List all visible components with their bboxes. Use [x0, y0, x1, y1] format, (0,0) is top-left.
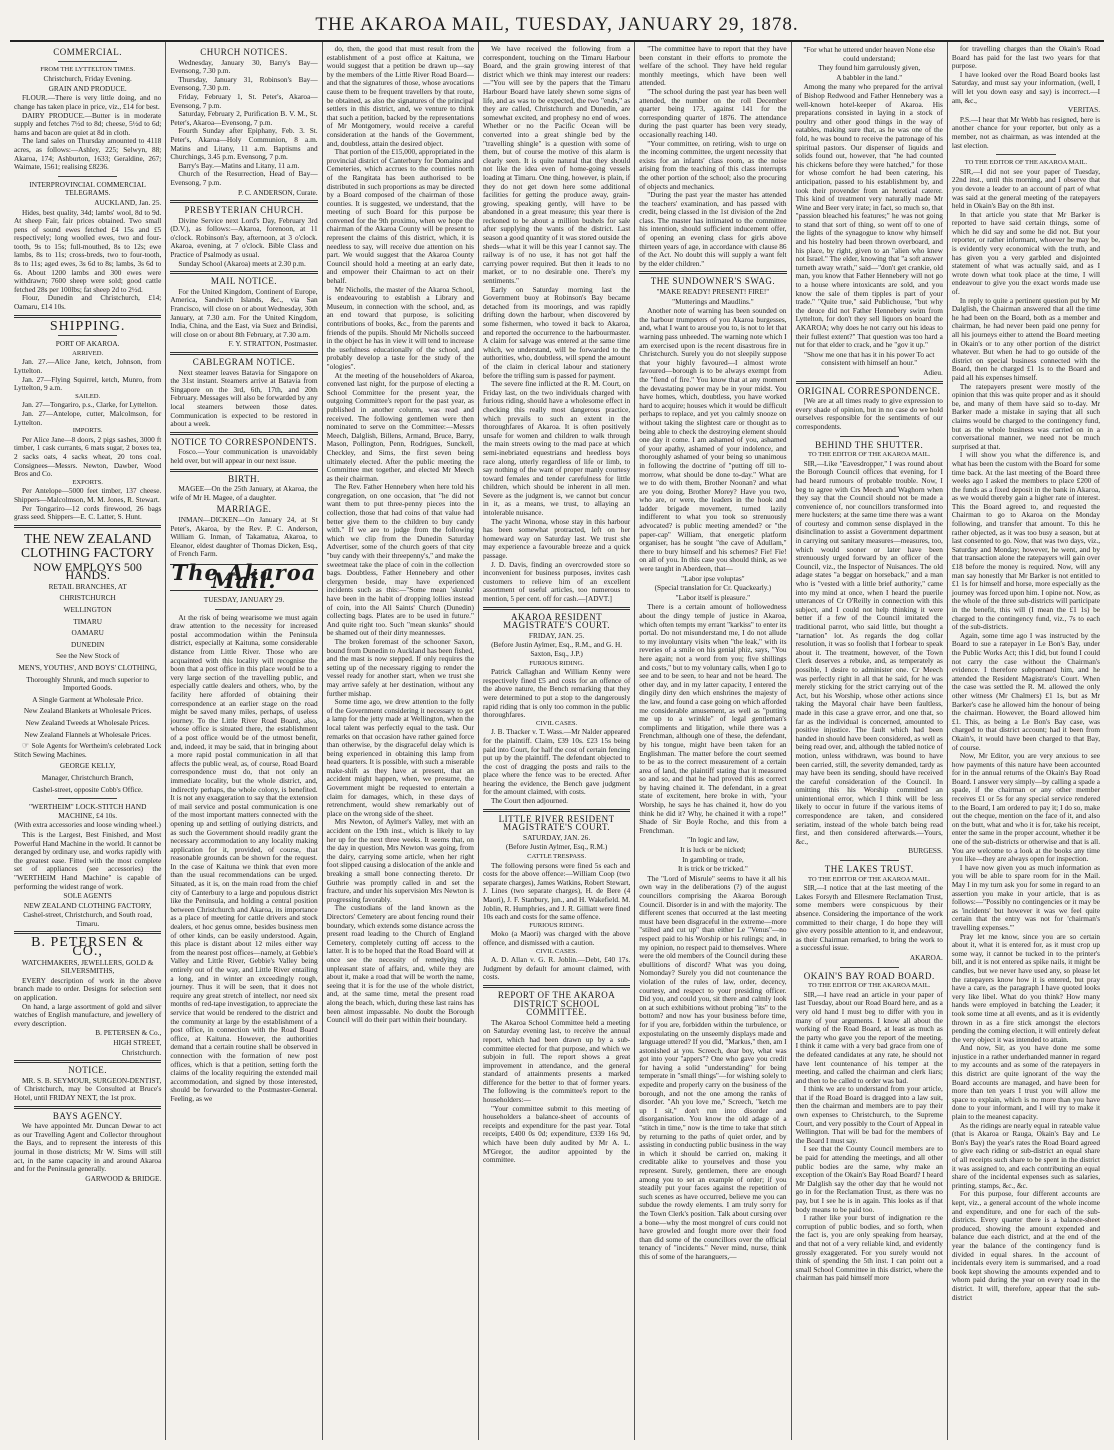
article-paragraph: J. B. Thacker v. T. Wass.—Mr Nalder appeared for the plaintiff. Claim, £39 10s. £23 15s being paid into Court, for half the cost of certain fencing put up by the plaintiff. The defendant objected to the cost of dragging the posts and rails to the place where the fence was to be erected. After hearing the evidence, the Bench gave judgment for the amount claimed, with costs. — [482, 727, 631, 797]
article-paragraph: "During the past year the master has attended the teachers' examination, and has passed with credit, being classed in the 1st division of the 2nd class. The master has intimated to the committee his intention, should sufficient inducement offer, of opening an evening class for girls above thirteen years of age, in accordance with clause 86 of the Act. No doubt this will supply a want felt by the elder children." — [639, 190, 787, 268]
article-paragraph: At the meeting of the householders of Akaroa, convened last night, for the purpose of electing a School Committee for the present year, the outgoing Committee's report for the past year, as published in another column, was read and received. The following gentlemen were then nominated to serve on the Committee:—Messrs Meech, Dalglish, Billens, Armand, Bruce, Barry, Mason, Pollington, Penn, Rodrigues, Sunckell, Checkley, and Sims, the first seven being ultimately elected. After the public meeting the Committee met together, and elected Mr Meech as their chairman. — [326, 370, 474, 483]
article-paragraph: Barry's Bay.—Matins and Litany, 11 a.m. — [178, 160, 300, 170]
nz-flannels: New Zealand Flannels at Wholesale Prices. — [24, 729, 152, 739]
article-paragraph: SIR,—I have read an article in your paper of last Tuesday, about our Road Board here, and as a very old hand I must beg to differ with you in many of your arguments. I know all about the working of the Road Board, at least as much as the party who gave you the report of the meeting. I think it came with a very bad grace from one of the defeated candidates at any rate, he should not have lent countenance of his temper at the meeting, and called the chairman and clerk liars; and then to be called to order was bad. — [795, 989, 943, 1085]
article-paragraph: Saturday, February 2, Purification B. V. M., St. Peter's, Akaroa—Evensong, 7 p.m. — [170, 109, 318, 127]
article-paragraph: I think we are to understand from your article, that if the Road Board is dragged into a law suit, then the chairman and members are to pay their own expenses to Christchurch, to the Supreme Court, and very possibly to the Court of Appeal in Wellington. That will be bad for the members of the Board I must say. — [795, 1084, 943, 1145]
rm-court-date: FRIDAY, JAN. 25. — [528, 630, 585, 640]
shipping-entry: Jan. 27—Antelope, cutter, Malcolmson, for Lyttelton. — [14, 408, 162, 427]
petersen-sub: WATCHMAKERS, JEWELLERS, GOLD & SILVERSMITHS, — [21, 957, 154, 976]
article-paragraph: do, then, the good that must result from the establishment of a post office at Kaituna, we would suggest that a petition be drawn up—say by the members of the Little River Road Board—and that the signatures of those, whose avocations cause them to be frequent travellers by that route, be obtained, as also the signatures of the principal settlers in this district, and, we venture to think that such a petition, backed by the representations of Mr Montgomery, would receive a careful consideration at the hands of the Government, and, doubtless, attain the desired object. — [326, 44, 474, 148]
article-paragraph: for travelling charges than the Okain's Road Board has paid for the last two years for that purpose. — [951, 44, 1101, 71]
article-paragraph: INMAN—DICKEN—On January 24, at St Peter's, Akaroa, by the Rev. P. C. Anderson, William G. Inman, of Takamatua, Akaroa, to Eleanor, eldest daughter of Thomas Dicken, Esq., of French Farm. — [170, 514, 318, 559]
article-paragraph: For the United Kingdom, Continent of Europe, America, Sandwich Islands, &c., via San Francisco, will close on or about Wednesday, 30th January, at 7.30 a.m. For the United Kingdom, India, China, and the East, via Suez and Brindisi, will close on or about 8th February, at 7.30 a.m. — [170, 286, 318, 339]
lr-court-heading: LITTLE RIVER RESIDENT MAGISTRATE'S COURT. — [498, 813, 615, 833]
presbyterian-heading: PRESBYTERIAN CHURCH. — [184, 205, 304, 216]
article-paragraph: I have looked over the Road Board books last Saturday, and must say your information, (well, I will let you down easy and say) is incorrect.—I am, &c., — [951, 69, 1101, 105]
cablegram-heading: CABLEGRAM NOTICE. — [192, 357, 296, 367]
nz-employs: NOW EMPLOYS 500 HANDS. — [33, 559, 142, 583]
shipping-entry: Jan. 27—Tongariro, p.s., Clarke, for Lyttelton. — [22, 400, 158, 410]
shipping-entry: Per Alice Jane—8 doors, 2 pigs sashes, 3000 ft timber, 1 cask currants, 6 mats sugar, 2 boxes tea, 2 sacks oats, 4 sacks wheat, 20 tons coal. Consignees—Messrs. Newton, Dawber, Wood Bros and Co. — [14, 434, 162, 479]
wertheim-sub: (With extra accessories and loose winding wheel.) — [14, 820, 161, 830]
article-paragraph: MR. S. B. SEYMOUR, SURGEON-DENTIST, of Christchurch, may be Consulted at Bruce's Hotel, until FRIDAY NEXT, the 1st prox. — [14, 1075, 162, 1102]
article-paragraph: This is the Largest, Best Finished, and Most Powerful Hand Machine in the world. It cannot be deranged by ordinary use, and works rapidly with the greatest ease. Fitted with the most complete set of appliances (see accessories) the "WERTHEIM Hand Machine" is capable of performing the widest range of work. — [14, 829, 162, 891]
article-paragraph: Again, some time ago I was instructed by the Board to sue a ratepayer in Le Bon's Bay, under the Public Works Act; this I did, but found I could not carry the case without the Chairman's evidence. I therefore subpoenaed him, and he attended the Resident Magistrate's Court. When the case was settled the R. M. allowed the only other witness (Mr Chalmers) £1 1s, but as Mr Barker's case he allowed him the honour of being the chairman. However, the Board allowed him £1. This, as being a Le Bon's Bay case, was charged to that district account; had it been from Okain's, it would have been charged to that Bay, of course. — [951, 630, 1101, 752]
article-paragraph: Fosco.—Your communication is unavoidably held over, but will appear in our next issue. — [170, 447, 318, 465]
sundowner-sub: "Mutterings and Maudlins." — [672, 296, 754, 306]
telegrams-dateline: AUCKLAND, Jan. 25. — [94, 197, 162, 207]
article-paragraph: DAIRY PRODUCE.—Butter is in moderate supply and fetches 7½d to 8d; cheese, 5½d to 6d; hams and bacon are quiet at 8d in cloth. — [14, 110, 162, 137]
arrived-heading: ARRIVED. — [72, 349, 104, 357]
sole-agents: SOLE AGENTS — [63, 891, 112, 901]
wertheim-heading: "WERTHEIM" LOCK-STITCH HAND MACHINE, £4 10s. — [28, 802, 147, 820]
verse-line: "In logic and law, — [687, 835, 739, 845]
exports-heading: EXPORTS. — [72, 478, 103, 486]
article-paragraph: Another note of warning has been sounded on the harbour trumpeters of you Akaroa burgesses, and, what I want to arouse you to, is not to let that warning pass unheeded. The warning note which I am exercised upon is the recent disastrous fire in Christchurch. Surely you do not sleepily suppose that your highly favoured—I almost wrote favoured—borough is to be always exempt from the "fiend of fire." You know that at any moment the devastating power may be in your midst. You have homes, which, doubtless, you have worked hard to acquire; houses which it would be difficult perhaps to replace, and yet you calmly snooze on without taking the slightest care or thought as to being able to check the destroying element should one day it come. I am ashamed of you, ashamed of your apathy, ashamed of your indolence, and thoroughly ashamed of your being so unanimous in following the doctrine of "putting off till to-morrow, what should be done to-day." What are we to do with them, Brother Noonan? and what are you doing, Brother Morey? Have you two, who are, or were, the leaders in the hook and ladder brigade movement, turned lazily indifferent to what you took so strenuously advocated? is public meeting amended? or "the paper-cap" William, that energetic platform organiser, has he sought "the cave of Adullam," there to bury himself and his schemes? Fie! Fie! on all of you. In this case you should think, as we were taught in Aberdeen, that— — [639, 306, 787, 574]
to-editor: TO THE EDITOR OF THE AKAROA MAIL. — [964, 159, 1088, 167]
kelly-name: GEORGE KELLY, — [59, 761, 116, 771]
article-paragraph: "The school during the past year has been well attended, the number on the roll December quarter being 173, against 141 for the corresponding quarter of 1876. The attendance during the past quarter has been very steady, occasionally reaching 140. — [639, 86, 787, 139]
article-paragraph: As the ridings are nearly equal in rateable value (that is Akaroa or Rauga, Okain's Bay and Le Bon's Bay) the year's rates the Road Board agreed to give each riding or sub-district an equal share of all receipts such share to be spent in the district it was assigned to, and each contributing an equal share of the incidental expenses such as salaries, printing, stamps, &c., &c. — [951, 1120, 1101, 1190]
birth-heading: BIRTH. — [228, 473, 260, 484]
masthead: THE AKAROA MAIL, TUESDAY, JANUARY 29, 1878. — [315, 14, 799, 35]
article-paragraph: The land sales on Thursday amounted to 4118 acres, as follows:—Ashley, 225; Selwyn, 88; Akaroa, 174; Ashburton, 1633; Geraldine, 267; Waimate, 1561; realising £8236. — [14, 136, 162, 172]
article-paragraph: [We are at all times ready to give expression to every shade of opinion, but in no case do we hold ourselves responsible for the sentiments of our correspondents. — [795, 396, 943, 431]
article-paragraph: The Court then adjourned. — [490, 796, 568, 806]
pointing-hand-icon: ☞ — [22, 741, 32, 751]
newspaper-title: The Akaroa Mail. — [171, 559, 317, 594]
lyttelton-dateline: Christchurch, Friday Evening. — [43, 74, 132, 84]
article-paragraph: Friday, February 1, St. Peter's, Akaroa—Evensong, 7 p.m. — [170, 91, 318, 110]
article-paragraph: Flour, Dunedin and Christchurch, £14; Oamaru, £14 10s. — [14, 293, 162, 312]
article-paragraph: The "Lord of Misrule" seems to have it all his own way in the deliberations (?) of the august councillors comprising the Akaroa Borough Council. Disorder is in and with the majority. The different scenes that occurred at the last meeting must have been disgraceful in the extreme—more "stilted and cut up" than either Le "Venus"—no respect paid to his Worship or his rulings; and, in my opinion, no respect paid to themselves. Where were the old members of the Council during these ebullitions of discord? What was you doing, Nomonday? Surely you did not countenance the violation of the rules of law, order, decency, courtesy, and respect to your presiding officer. Did you, and could you, sit there and calmly look on at such exhibitions without probing "its" to the bottom? and now has your business before time, for if you are, forbidden within the turbulence, or expostulating on the unseemly displays made and language uttered? If you did, "Markus," then, am I astonished at you. Screech, dear boy, what was got into your "appers"? One who gave you credit for having a solid "understanding" for being temperate in "small things"—for wishing solely to expedite and properly carry on the business of the borough, and not the one among the ranks of disorder. "Ah you love me," Screech, "ketch me up I sit," don't run into disorder and disorganisation. You know the old adage of a "stitch in time," now is the time to take that stitch by returning to the paths of quiet order, and by assisting in conducting public business in the way in which it should be carried on, making it creditable alike to yourselves and those you represent. Surely, gentlemen, there are enough among you to set an example of order; if you steadily put your faces against the repetition of such scenes as have occurred, believe me you can subdue the rowdy elements. I am truly sorry for the Town Clerk's position. Talk about cursing over a bone—why the most mongrel of curs could not have growled and fought more over their food than did some of the councillors over the official tenancy of "incidents." Never mind, nurse, think this of some of the haranguers,— — [639, 873, 787, 1261]
to-editor: TO THE EDITOR OF THE AKAROA MAIL. — [808, 982, 931, 990]
article-paragraph: Divine Service next Lord's Day, February 3rd (D.V.), as follows:—Akaroa, forenoon, at 11 o'clock. Robinson's Bay, afternoon, at 3 o'clock. Akaroa, evening, at 7 o'clock. Bible Class and Practice of Psalmody as usual. — [170, 215, 318, 260]
verse-line: "Show me one that has it in his power To act consistent with himself an hour." — [804, 349, 935, 368]
shipping-entry: Per Tongariro—12 cords firewood, 26 bags grass seed. Shippers—E. C. Latter, S. Hunt. — [14, 503, 162, 522]
article-paragraph: J. D. Davis, finding an overcrowded store so inconvenient for business purposes, invites cash customers to relieve him of an excellent assortment of useful articles, too numerous to mention, 5 per cent. off for cash.—[ADVT.] — [482, 559, 631, 603]
article-paragraph: I rather like your burst of indignation re the corruption of public bodies, and so forth, when the fact is, you are only speaking from hearsay, and that not of a very reliable kind, and evidently grossly exaggerated. For you surely would not think of spending the 5th inst. I can point out a small School Committee in this district, where the chairman has paid himself more — [795, 1213, 943, 1283]
sundowner-quote: "Labor ipse voluptas" — [681, 573, 745, 583]
verse-line: They found him garrulously given, — [818, 63, 921, 73]
article-paragraph: In reply to quite a pertinent question put by Mr Dalglish, the Chairman answered that all the time he had been on the Board, both as a member and chairman, he had never been paid one penny for all his journeys either to attend the Board meeting in Okain's or to any other portion of the district whatever. But when he had to go outside of the district on special business connected with the Board, then he charged £1 1s to the Board and paid all his expenses himself. — [951, 295, 1101, 382]
nz-agents: ☞ Sole Agents for Wertheim's celebrated Lock Stitch Sewing Machines. — [14, 741, 162, 759]
article-paragraph: Next steamer leaves Batavia for Singapore on the 31st instant. Steamers arrive at Batavia from Singapore on the 3rd, 6th, 17th, and 20th February. Messages will also be forwarded by any local steamers between those dates. Communication is expected to be restored in about a week. — [170, 367, 318, 429]
column-4 — [479, 42, 635, 1440]
petersen-street: HIGH STREET, — [113, 1038, 162, 1047]
commercial-heading: COMMERCIAL. — [53, 47, 123, 57]
column-3 — [323, 42, 479, 1440]
article-paragraph: In that article you state that Mr Barker is reported to have said certain things, some of which he did say and some he did not. But your reporter, or rather informant, whoever he may be, is evidently very economical with the truth, and has given you a very garbled and disjointed statement of what was actually said, and as I wrote down what took place at the time, I will endeavour to give you the exact words made use of. — [951, 209, 1101, 297]
article-paragraph: Early on Saturday morning last the Government buoy at Robinson's Bay became detached from its moorings, and was rapidly drifting down the harbour, when discovered by some fishermen, who towed it back to Akaroa, and reported the occurrence to the harbourmaster. A claim for salvage was entered at the same time which, we understand, will be forwarded to the authorities, who, doubtless, will spend the amount of the claim in clerical labour and stationery before the trifling sum is passed for payment. — [482, 284, 631, 380]
article-paragraph: For this purpose, four different accounts are kept, viz., a general account of the whole income and expenditure, and one for each of the sub-districts. Every quarter there is a balance-sheet produced, showing the amount expended and balance due each district, and at the end of the year the balance of the contingency fund is divided in equal shares. In the account of incidentals every item is summarised, and a road book kept showing the amounts expended and to whom paid during the year on every road in the district. It will, therefore, appear that the sub-district — [951, 1189, 1101, 1302]
sailed-heading: SAILED. — [75, 392, 101, 400]
article-paragraph: The custodians of the land known as the Directors' Cemetery are about fencing round their boundary, which extends some distance across the present road leading to the Church of England Cemetery, completely cutting off access to the latter. It is to be hoped that the Road Board will at once see the necessity of remedying this unpleasant state of affairs, and, while they are about it, make a road that will be worth the name, seeing that it is for the use of the whole district, and, at the same time, metal the present road along the beach, which, during these last rains has been almost impassable. No doubt the Borough Council will do their part within their boundary. — [326, 903, 474, 1025]
imports-heading: IMPORTS. — [72, 427, 103, 435]
article-paragraph: That portion of the £15,000, appropriated in the provincial district of Canterbury for Domains and Cemeteries, which accrues to the counties north of the Rangitata has been authorised to be distributed in such proportions as may be directed by a Board composed of the chairman of those counties. It is suggested, we understand, that the meeting of such Board for this purpose be convened for the 9th proximo, when we hope the chairman of the Akaroa County will be present to represent the claims of this district, which, it is needless to say, will receive due attention on his part. We would suggest that the Akaroa County Council should hold a meeting at an early date, and empower their Chairman to act on their behalf. — [326, 147, 474, 286]
verse-line: "For what he uttered under heaven None else could understand; — [803, 45, 936, 63]
article-paragraph: The Akaroa School Committee held a meeting on Saturday evening last, to receive the annual report, which had been drawn up by a sub-committee elected for that purpose, and which we subjoin in full. The report shows a great improvement in attendance, and the general standard of attainments presents a marked difference for the better to that of former years. The following is the committee's report to the householders:— — [482, 1017, 631, 1105]
shipping-entry: Jan. 27.—Alice Jane, ketch, Johnson, from Lyttelton. — [14, 357, 162, 375]
kelly-role: Manager, Christchurch Branch, — [41, 772, 134, 782]
article-paragraph: I see that the County Council members are to be paid for attending the meetings, and all other public bodies are the same, why make an exception of the Okain's Bay Road Board? I heard Mr Dalglish say the other day that he would not go in for the Reclamation Trust, as there was no pay, but I see he is in again. This looks as if that body means to be paid too. — [795, 1144, 943, 1214]
article-paragraph: Sunday School (Akaroa) meets at 2.30 p.m. — [178, 258, 306, 268]
article-paragraph: The broken foremast of the schooner Saxon, bound from Dunedin to Auckland has been fished, and the mast is now stepped. If only requires the setting up of the necessary rigging to render the vessel ready for another start, when we trust she may arrive safely at her destination, without any further mishap. — [326, 636, 474, 698]
nz-mens: MEN'S, YOUTHS', AND BOYS' CLOTHING, — [18, 663, 157, 673]
mail-signature: F. Y. STRATTON, Postmaster. — [228, 339, 318, 349]
furious-riding-heading: FURIOUS RIDING. — [529, 921, 584, 929]
verse-line: A babbler in the land." — [836, 72, 903, 82]
article-paragraph: The yacht Winona, whose stay in this harbour has been somewhat protracted, left on her homeward way on Saturday last. We trust she may experience a favourable breeze and a quick passage. — [482, 516, 631, 561]
article-paragraph: Fourth Sunday after Epiphany, Feb. 3. St. Peter's, Akaroa—Holy Communion, 8 a.m. Matins and Litany, 11 a.m. Baptisms and Churchings, 3.45 p.m. Evensong, 7 p.m. — [170, 126, 318, 162]
article-paragraph: Hides, best quality, 34d; lambs' wool, 8d to 9d. At sheep Fair, fair prices obtained. Two small pens of sound ewes fetched £4 15s and £5 respectively; long woolled ewes, two and four-tooth, 9s to 15s; full-mouthed, 8s to 12s; ewe lambs, 8s to 11s; cross-breds, two to four-tooth, 8s to 11s; aged ewes, 3s 6d to 8s; lambs, 3s 6d to 6s. About 1200 lambs and 300 ewes were withdrawn; 7600 sheep were sold; good cattle fetched 28s per 100lbs; fat sheep 2d to 2½d. — [14, 207, 162, 294]
cattle-trespass-heading: CATTLE TRESPASS. — [527, 853, 587, 861]
nz-branch: TIMARU — [73, 616, 103, 626]
civil-cases-heading: CIVIL CASES. — [536, 947, 578, 955]
petersen-signature: B. PETERSEN & Co., — [95, 1028, 162, 1038]
port-heading: PORT OF AKAROA. — [55, 339, 120, 349]
rm-court-before: (Before Justin Aylmer, Esq., R.M., and G. H. Saxton, Esq., J.P.) — [491, 640, 623, 658]
letter-signature: BURGESS. — [908, 846, 943, 856]
article-paragraph: FLOUR.—There is very little doing, and no change has taken place in price, viz., £14 for best. — [14, 93, 162, 111]
nz-retail: RETAIL BRANCHES, AT — [48, 581, 127, 591]
article-paragraph: The following persons were fined 5s each and costs for the above offence:—William Coop (two separate charges), James Watkins, Robert Stewart, J. Lines (two separate charges), H. de Bere (4 Maori), J. F. Stanbury, jun., and H. Wakefield. M. Joblin, R. Humphries, and J. R. Gilliatt were fined 10s each and costs for the same offence. — [482, 860, 631, 922]
to-editor: TO THE EDITOR OF THE AKAROA MAIL. — [808, 451, 931, 459]
article-paragraph: SIR,—I notice that at the last meeting of the Lakes Forsyth and Ellesmere Reclamation Trust, some members were conspicuous by their absence. Considering the importance of the work committed to their charge, I do hope they will give every possible attention to it, and endeavour, as their Chairman remarked, to bring the work to a successful issue. — [795, 883, 943, 953]
letter-signature: VERITAS. — [1067, 105, 1101, 115]
title-banner — [170, 559, 317, 594]
article-paragraph: SIR,—Like "Eavesdropper," I was round about the Borough Council offices that evening, for I had heard rumours of probable trouble. Now, I beg to agree with Crs Meech and Waghorn when they say that the Council should not be made a convenience of, nor councillors transformed into mere hucksters; at the same time there was a want of courtesy and common sense displayed in the disinclination to assist a Government department in carrying out sanitary measures—measures, too, which would sooner or later have been strenuously urged forward by an officer of the Council, viz., the Inspector of Nuisances. The old adage states "a beggar on horseback," and a man who is "vested with a little brief authority," came into my mind at once, when I heard the puerile utterances of Cr O'Reilly in connection with this subject, and I could not help thinking it were better if a few of the Council imitated the traditional parrot, who said little, but thought a "tarnation" lot. As regards the dog collar resolution, it was so foolish that I forbear to speak about it. The treatment, however, of the Town Clerk deserves a rebuke, and, as temperately as possible, I desire to administer one. Cr Meech was perfectly right in all that he said, for he was merely sticking for the strict carrying out of the Act, but his Worship, whose other actions since taking the Mayoral chair have been faultless, made in this case a grave error, and one that, so far as the individual is concerned, amounted to positive injustice. The fault which had been handed in should have been considered, as well as being read over, and, although the tabled notice of motion, unless withdrawn, was bound to have been carried, still, the severity demanded, tardy as may have been its sending, should have received the careful consideration of the Council. In omitting this his Worship committed an unintentional error, which I think will be less likely to occur in future if the various items of correspondence are taken, and considered seriatim, instead of the whole batch being read first, and then considered afterwards.—Yours, &c., — [795, 458, 943, 846]
article-paragraph: EVERY description of work in the above branch made to order. Designs for selection sent on application. — [14, 975, 162, 1003]
article-paragraph: The ratepayers present were mostly of the opinion that this was quite proper and as it should be, and many of them have said so to-day. Mr Barker made a mistake in saying that all such claims would be charged to the contingency fund, but as the whole business was carried on in a conversational manner, we need not be much surprised at that. — [951, 381, 1101, 451]
nz-tweeds: New Zealand Tweeds at Wholesale Prices. — [25, 718, 150, 727]
article-paragraph: A. D. Allan v. G. R. Joblin.—Debt, £40 17s. Judgment by default for amount claimed, with costs. — [482, 955, 631, 982]
sundowner-sub: "MAKE READY! PRESENT! FIRE!" — [656, 287, 770, 297]
article-paragraph: P.S.—I hear that Mr Webb has resigned, here is another chance for your reporter, but only as a member, not as chairman, as was intended at the last election. — [951, 114, 1101, 150]
rm-court-heading: AKAROA RESIDENT MAGISTRATE'S COURT. — [503, 611, 611, 631]
article-paragraph: "The committee have to report that they have been constant in their efforts to promote the welfare of the school. They have held regular monthly meetings, which have been well attended. — [639, 44, 787, 88]
verse-line: It is trick or be tricked." — [677, 864, 748, 874]
article-paragraph: There is a certain amount of hollowedness about the dingy temple of justice in Akaroa, which often tempts my errant "karkiss" to enter its portal. Do not misunderstand me, I do not allude to my involuntary visits when "the leak," with its reveries of a smile on his genial phiz, says, "You here again; not a word from you; five shillings and costs," but to my voluntary calls, when I go to see and to be seen, to hear and not be heard. The other day, and in my latter capacity, I entered the dingily dirty den which enshrines the majesty of the law, and found a case going on which afforded me considerable amusement, as well as "putting me up to a wrinkle" of legal gentleman's compliments and litigation, while there was a Frenchman, although one of these, the defendant, by his tongue, might have been taken for an Englishman. The matter before the court seemed to be as to the correct measurement of a certain area of land, the plaintiff stating that it measured so and so, and that he had proved this as correct by having chained it. The defendant, in a great state of excitement, here broke in with, "your Worship, he says he has chained it, how do you think he did it? Why, he chained it with a rope!" Shade of Sir Boyle Roche, and this from a Frenchman. — [639, 602, 787, 835]
marriage-heading: MARRIAGE. — [216, 504, 272, 515]
nz-clothing-heading: THE NEW ZEALAND CLOTHING FACTORY — [20, 530, 155, 560]
shipping-entry: Jan. 27—Flying Squirrel, ketch, Munro, from Lyttelton, 9 a.m. — [14, 374, 162, 393]
columns — [10, 42, 1104, 1440]
sundowner-heading: THE SUNDOWNER'S SWAG. — [650, 276, 776, 287]
article-paragraph: Church of the Resurrection, Head of Bay—Evensong, 7 p.m. — [170, 169, 318, 187]
lakes-trust-heading: THE LAKES TRUST. — [824, 864, 914, 875]
to-editor: TO THE EDITOR OF THE AKAROA MAIL. — [808, 875, 931, 883]
article-paragraph: Some time ago, we drew attention to the folly of the Government considering it necessary to get a lamp for the jetty made at Wellington, when the local talent was perfectly equal to the task. Our remarks on that occasion have rather gained force than otherwise, by the disgraceful delay which is being experienced in obtaining this lamp from head quarters. It is possible, with such a miserable make-shift as they have at present, that an accident might happen, when, we presume, the Government might be requested to entertain a claim for damages, which, in these days of retrenchment, would shew remarkably out of place on the wrong side of the sheet. — [326, 697, 474, 818]
article-paragraph: Wednesday, January 30, Barry's Bay—Evensong, 7.30 p.m. — [170, 57, 318, 76]
article-paragraph: Moko (a Maori) was charged with the above offence, and dismissed with a caution. — [482, 929, 631, 947]
sundowner-quote: "Labor itself is pleasure." — [675, 592, 751, 602]
article-paragraph: Now, Mr Editor, you are very anxious to see how payments of this nature have been accounted for in the annual returns of the Okain's Bay Road Board. I answer very simply—by calling a spade a spade, if the chairman or any other member receives £1 or 5s for any special service rendered to the Board, I am ordered to pay it; I do so, make out the cheque, mention on the face of it, and also on the butt, what and who it is for, take his receipt, enter the same in the proper account, whether it be one of the sub-districts or otherwise and that is all. You are welcome to a look at the books any time you like—they are always open for inspection. — [951, 751, 1101, 864]
notice-heading: NOTICE. — [68, 1065, 108, 1076]
article-paragraph: Mr Nicholls, the master of the Akaroa School, is endeavouring to establish a Library and Museum, in connection with the school, and, as an end toward that purpose, is soliciting contributions of books, &c., from the parents and friends of the pupils. Should Mr Nicholls succeed in the object he has in view it will tend to increase the usefulness educationally of the school, and probably develop a taste for the study of the "ologies". — [326, 284, 474, 371]
shipping-heading: SHIPPING. — [49, 318, 126, 334]
column-6 — [792, 42, 948, 1440]
nz-branch: CHRISTCHURCH — [59, 593, 116, 603]
nz-stock: See the New Stock of — [56, 651, 120, 661]
column-2 — [166, 42, 322, 1440]
nzcf-name: NEW ZEALAND CLOTHING FACTORY, — [23, 900, 152, 910]
mail-heading: MAIL NOTICE. — [210, 276, 278, 287]
nz-blankets: New Zealand Blankets at Wholesale Prices. — [23, 706, 152, 716]
article-paragraph: "Your committee submit to this meeting of householders a balance-sheet of accounts of receipts and expenditure for the past year. Total receipts, £400 0s 0d; expenditure, £339 16s 9d, which have been duly audited by Mr A. L. M'Gregor, the auditor appointed by the committee. — [482, 1103, 631, 1165]
article-paragraph: SIR,—I did not see your paper of Tuesday, 22nd inst., until this morning, and I observe that you devote a leader to an account of part of what was said at the general meeting of the ratepayers held in Okain's Bay on the 8th inst. — [951, 166, 1101, 211]
petersen-city: Christchurch. — [121, 1047, 162, 1057]
sundowner-signature: Adieu. — [923, 367, 943, 377]
lr-court-before: (Before Justin Aylmer, Esq., R.M.) — [505, 842, 608, 852]
furious-riding-heading: FURIOUS RIDING. — [529, 659, 584, 667]
verse-line: It is luck or be nicked; — [680, 845, 746, 855]
article-paragraph: Among the many who prepared for the arrival of Bishop Redwood and Father Hennebery was a well-known hotel-keeper of Akaroa. His preparations consisted in laying in a stock of poultry and other good things in the way of eatables, making sure that, as he was one of the fold, he was bound to receive the patronage of his spiritual pastors. Our dispenser of liquids and solids found out, however, that "he had counted his chickens before they were hatched," for those for whose comfort he had been catering, his anticipation, passed to his establishment by, and took their provender from an heretical caterer. This kind of treatment very naturally made Mr Wine and Beer very irate; in fact, so much so, that "passion bleached his features;" he was not going to stand that sort of thing, so went off to one of the lights of the synagogue to know why himself and his hostelry had been thrown overboard, and his place, by right, given to an "alien who knew not Israel." The elder, knowing that "a soft answer turneth away wrath," said—"don't get crankie, old man, you know that Father Hennebery will not go to a house where intoxicants are sold, and you know the sale of them tipples is part of your trade." "Quite true," said Publichouse, "but why the deuce did not Father Hennebery swim from Lyttelton, for don't they sell liquors on board the AKAROA; why does he not carry out his ideas to their fullest extent?" That question was too hard a nut for that elder to crack, and he "gov it up." — [795, 82, 943, 350]
column-5 — [635, 42, 791, 1440]
bays-heading: BAYS AGENCY. — [52, 1110, 123, 1121]
article-paragraph: I will show you what the difference is, and what has been the custom with the Board for some time back. At the last meeting of the Board three weeks ago I asked the members to place £200 of the funds as a fixed deposit in the bank in Akaroa, as we would thereby gain a higher rate of interest. This the Board agreed to, and requested the Chairman to go to Akaroa on the Monday following, and transfer that amount. To this he rather objected, as it was too busy a season, but at last consented to go. Now, that was two days, viz., Saturday and Monday; however, he went, and by that transaction alone the ratepayers will gain over £18 before the money is required. Now, will any man say honestly that Mr Barker is not entitled to £1 1s for himself and horse, more especially as the journey was forced upon him. I opine not. Now, as the whole of the three sub-districts will participate in the benefit, this will (I mean the £1 1s) be charged to the contingency fund, viz., 7s to each of the sub-districts. — [951, 450, 1101, 632]
lr-court-date: SATURDAY, JAN. 26. — [523, 832, 591, 842]
lyttelton-source: FROM THE LYTTELTON TIMES. — [40, 65, 136, 73]
article-paragraph: The severe fine inflicted at the R. M. Court, on Friday last, on the two individuals charged with furious riding, should have a wholesome effect in checking this really most dangerous practice, which prevails to such an extent in the thoroughfares of Akaroa. It is often positively unsafe for women and children to walk through the main streets owing to the mad pace at which semi-inebriated equestrians and heedless boys race along, utterly regardless of life or limb, to say nothing of the want of proper manly courtesy toward females and tender carefulness for little children, which should be inherent in all men. Severe as the judgment is, we cannot but concur in it, as a means, we trust, to allaying an intolerable nuisance. — [482, 379, 631, 518]
sundowner-quote: (Special translation for Cr. Quackearly.) — [654, 583, 772, 593]
article-paragraph: And now, Sir, as you have done me some injustice in a rather underhanded manner in regard to my accounts and as some of the ratepayers in this district are quite ignorant of the way the Board accounts are managed, and have been for more than ten years I trust you will allow me space to explain, which is no more than you have done to your informant, and I will try to make it plain to the meanest capacity. — [951, 1043, 1101, 1122]
nz-branch: WELLINGTON — [63, 605, 112, 615]
title-date: TUESDAY, JANUARY 29. — [203, 595, 285, 605]
article-paragraph: On hand, a large assortment of gold and silver watches of English manufacture, and jewellery of every description. — [14, 1001, 162, 1028]
petersen-heading: B. PETERSEN & CO., — [31, 935, 145, 960]
nz-single: A Single Garment at Wholesale Price. — [32, 694, 144, 704]
civil-cases-heading: CIVIL CASES. — [536, 719, 578, 727]
nz-shrunk: Thoroughly Shrunk, and much superior to Imported Goods. — [26, 674, 150, 693]
school-report-heading: REPORT OF THE AKAROA DISTRICT SCHOOL COMMITTEE. — [497, 989, 616, 1018]
behind-shutter-heading: BEHIND THE SHUTTER. — [815, 439, 924, 450]
article-paragraph: Thursday, January 31, Robinson's Bay—Evensong, 7.30 p.m. — [170, 74, 318, 93]
bays-signature: GARWOOD & BRIDGE. — [85, 1173, 162, 1183]
kelly-address: Cashel-street, opposite Cobb's Office. — [32, 784, 143, 794]
church-signature: P. C. ANDERSON, Curate. — [237, 187, 318, 197]
article-paragraph: Mrs Newton, of Aylmer's Valley, met with an accident on the 19th inst., which is likely to lay her up for the next three weeks. It seems that, on the day in question, Mrs Newton was going, from the dairy, carrying some article, when her right foot slipped causing a dislocation of the ankle and breaking a small bone connecting thereto. Dr Guthrie was promptly called in and set the fracture, and under his supervision Mrs Newton is progressing favorably. — [326, 817, 474, 904]
grain-heading: GRAIN AND PRODUCE. — [48, 83, 127, 93]
okains-heading: OKAIN'S BAY ROAD BOARD. — [803, 970, 935, 981]
article-paragraph: Patrick Callaghan and William Kenny were respectively fined £5 and costs for an offence of the above nature, the Bench remarking that they were determined to put a stop to the dangerously rapid riding that is only too common in the public thoroughfares. — [482, 667, 631, 720]
shipping-entry: Per Antelope—5000 feet timber, 137 cheese. Shippers—Malcolmson, M. M. Jones, R. Stewart. — [14, 486, 162, 504]
article-paragraph: We have received the following from a correspondent, touching on the Timaru Harbour Board, and the grain growing interest of that district which we think may interest our readers:—"You will see by the papers that the Timaru Harbour Board have lately shewn some signs of life, and as was to be expected, the two "ends," as they are called, Christchurch and Dunedin, are somewhat excited, and prophesy no end of woes. Whether or no the Pacific Ocean will be converted into a great shingle bed by the "travelling shingle" is a question with some of them, but of course the motive of this alarm is clearly seen. It is quite natural that they should not like the idea even of home-going vessels loading at Timaru. One thing, however, is plain, if they do not get down here some additional facilities for getting the produce away, grain-growing, speaking gently, will have to be abandoned in a great measure; this year there is reckoned to be about a million bushels for sale after supplying the wants of the district. Last season a good quantity of it was stored outside the sheds—what it will be this year I cannot say. The railway is of no use, it has not got half the carrying power required. But then it leads to no market, or to no desirable one. There's my sentiments." — [482, 44, 631, 286]
column-1 — [10, 42, 166, 1440]
article-paragraph: We have appointed Mr. Duncan Dewar to act as our Travelling Agent and Collector throughout the Bays, and to represent the interests of this journal in those districts; Mr W. Sims will still act, in the same capacity in and around Akaroa and for the Peninsula generally. — [14, 1121, 162, 1174]
original-correspondence-heading: ORIGINAL CORRESPONDENCE. — [797, 385, 941, 396]
column-7 — [948, 42, 1104, 1440]
nz-branch: OAMARU — [71, 628, 104, 638]
church-heading: CHURCH NOTICES. — [200, 47, 288, 57]
letter-signature: AKAROA. — [909, 952, 943, 962]
article-paragraph: MAGEE—On the 25th January, at Akaroa, the wife of Mr H. Magee, of a daughter. — [170, 484, 318, 502]
nzcf-address: Cashel-street, Christchurch, and South road, Timaru. — [23, 910, 153, 928]
article-paragraph: I have now given you as much information as you will be able to spare room for in the Mail. May I in my turn ask you for some in regard to an assertion you make in your article, that is as follows:—"Possibly no contingencies or it may be as 'incidents' but however it was we feel quite certain that the entry was not for 'chairman's travelling expenses.'" — [951, 862, 1101, 932]
article-paragraph: The Rev. Father Hennebery when here told his congregation, on one occasion, that "he did not want them to put three-penny pieces into the collection, those that had coins of that value had better give them to the children to buy candy with." If we are to judge from the following which we clip from the Dunedin Saturday Advertiser, some of the church goers of that city "buy candy with their threepenny's," and make the sweetmeat take the place of coin in the collection bags. Doubtless, Father Hennebery and other clergymen beside, may have experienced incidents such as this:—"Some mean 'skunks' have been in the habit of dropping lollies instead of coin, into the All Saints' Church (Dunedin) collecting bags. Plates are to be used in future." And quite right too. Such "mean skunks" should be shamed out of their dirty meannesses. — [326, 482, 474, 638]
nz-branch: DUNEDIN — [71, 639, 105, 649]
verse-line: In gambling or trade, — [682, 854, 744, 864]
article-paragraph: "Your committee, on retiring, wish to urge on the incoming committee, the urgent necessity that exists for an infants' class room, as the noise arising from the teaching of this class interrupts the other portion of the school; also the procuring of objects and mechanics. — [639, 138, 787, 191]
telegrams-heading: INTERPROVINCIAL COMMERCIAL TELEGRAMS. — [29, 179, 146, 198]
article-paragraph: Pray let me know, since you are so certain about it, what it is entered for, as it must crop up some way, it cannot be tucked in to the printer's bill, and it is not entered as spike nails, it might be candles, but we never have used any, so please let the ratepayers know how it is entered, but pray have a care, as the paragraph I have quoted looks very like libel. What do you think? How many hands were employed in batching the Leader; it took some time at all events, and as it is evidently thrown in as a fire stick amongst the electors pending the coming election, it will entirely defeat the very object it was intended to attain. — [951, 931, 1101, 1044]
correspondents-heading: NOTICE TO CORRESPONDENTS. — [171, 436, 317, 447]
leader-paragraph: At the risk of being wearisome we must again draw attention to the necessity for increased postal accommodation within the Peninsula district, especially at Kaituna, some considerable distance from Little River. Those who are acquainted with this locality will recognise the boon that a post office in this place would be to a very large section of the travelling public, and especially cattle dealers and others, who, by the facility here afforded of obtaining their correspondence at an earlier stage on the road might be saved many miles, perhaps, of useless journey. To the Little River Road Board, also, whose office is situated there, the establishment of a post office would be of the utmost benefit, and, indeed, it may be said, that in bringing about a more rapid postal communication in all that affects the public weal, as, of course, Road Board correspondence must do, that not only an immediate locality, but the whole district, and, indirectly perhaps, the whole colony, is benefited. It is not any exaggeration to say that the extension of mail service and postal communication is one of the most important matters connected with the opening up and settling of outlying districts, and as such the Government should readily grant the necessary accommodation to any locality making application for it, provided, of course, that reasonable grounds can be shown for the request. In the case of Kaituna we think that even more than the usual recommendations can be urged. Situated, as it is, on the main road from the chief city of Canterbury to a large and populous district like the Peninsula, and holding a central position between Christchurch and Akaroa, its importance as a place of meeting for cattle drivers and stock dealers, et hoc genus omne, besides business men of other kinds, can be easily understood. Again, this place is distant about 12 miles either way from the nearest post offices—namely, at Gebbie's Valley and Little River, Gebbie's Valley being entirely out of the way, and Little River entailing a long, and in winter an exceedingly rough, journey. Thus it will be seen, that it does not require any great stretch of intellect, nor need six months of red-tape investigation, to appreciate the service that would be rendered to the district and the community at large by the establishment of a post office, in connection with the Road Board office, at Kaituna. However, the authorities demand that a certain routine shall be observed in connection with the formation of new post offices, which is that a petition, setting forth the claims of the locality requiring the extended mail accommodation, and signed by those interested, should be forwarded to the Postmaster-General. Feeling, as we — [170, 612, 318, 1103]
